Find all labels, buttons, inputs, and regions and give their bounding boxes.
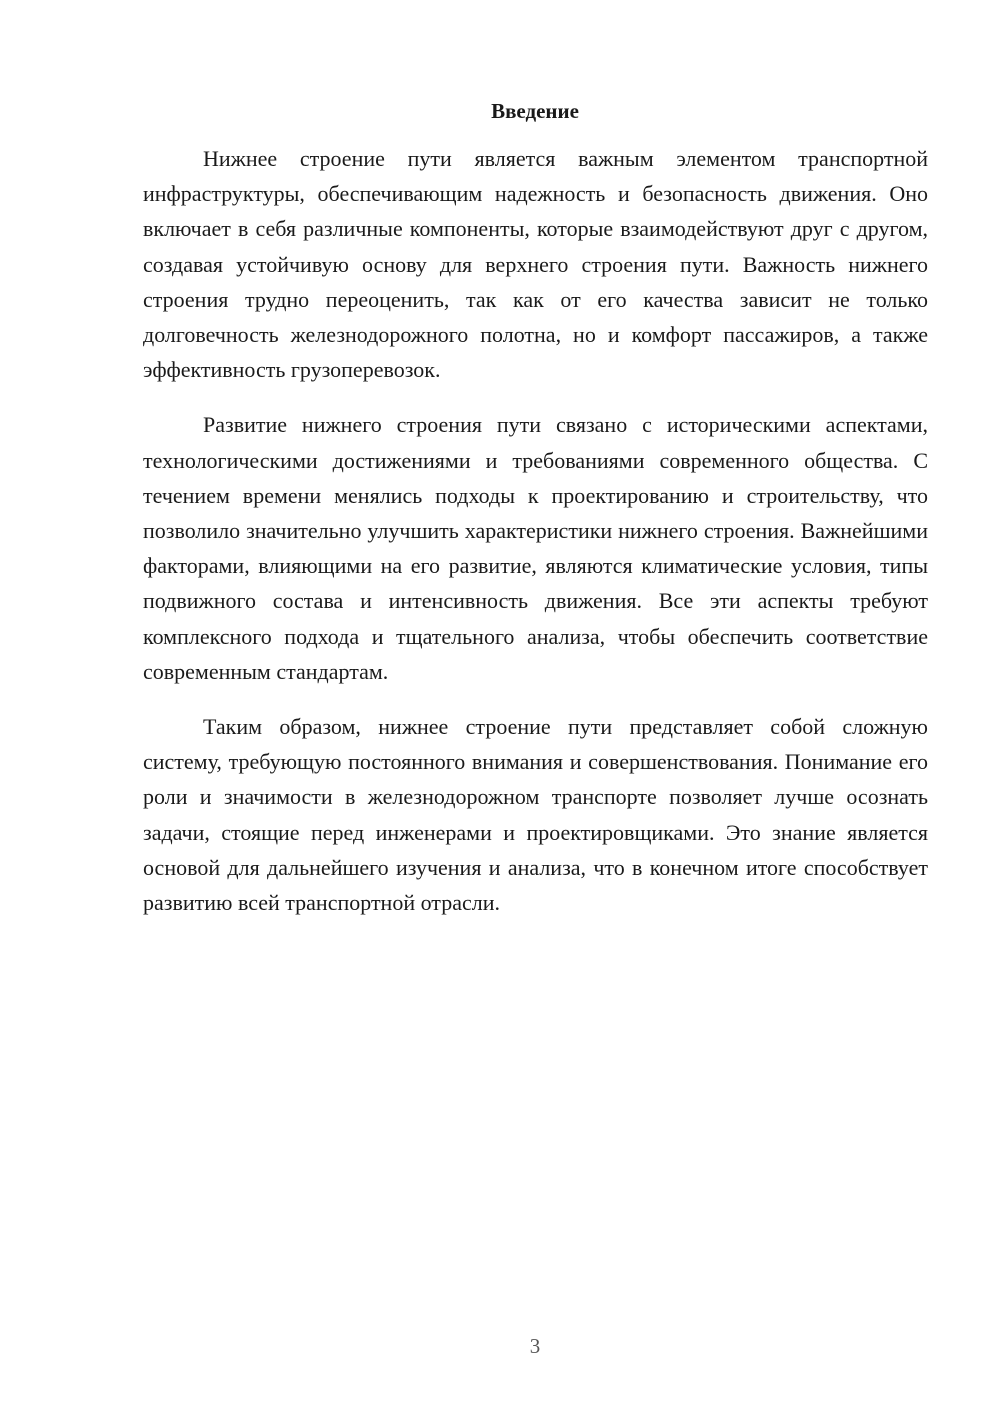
paragraph-1: Нижнее строение пути является важным элементом транспортной инфраструктуры, обеспечивающим надежность и безопасность движения. Оно включает в себя различные компоненты, которые взаимодействуют друг с другом, создавая устойчивую основу для верхнего строения пути. Важность нижнего строения трудно переоценить, так как от его качества зависит не только долговечность железнодорожного полотна, но и комфорт пассажиров, а также эффективность грузоперевозок. (143, 146, 928, 383)
body-text (143, 141, 928, 940)
page-number: 3 (529, 1334, 541, 1358)
page-title: Введение (491, 99, 579, 123)
paragraph-2: Развитие нижнего строения пути связано с историческими аспектами, технологическими достижениями и требованиями современного общества. С течением времени менялись подходы к проектированию и строительству, что позволило значительно улучшить характеристики нижнего строения. Важнейшими факторами, влияющими на его развитие, являются климатические условия, типы подвижного состава и интенсивность движения. Все эти аспекты требуют комплексного подхода и тщательного анализа, чтобы обеспечить соответствие современным стандартам. (143, 412, 928, 684)
paragraph-3: Таким образом, нижнее строение пути представляет собой сложную систему, требующую постоянного внимания и совершенствования. Понимание его роли и значимости в железнодорожном транспорте позволяет лучше осознать задачи, стоящие перед инженерами и проектировщиками. Это знание является основой для дальнейшего изучения и анализа, что в конечном итоге способствует развитию всей транспортной отрасли. (143, 714, 928, 916)
